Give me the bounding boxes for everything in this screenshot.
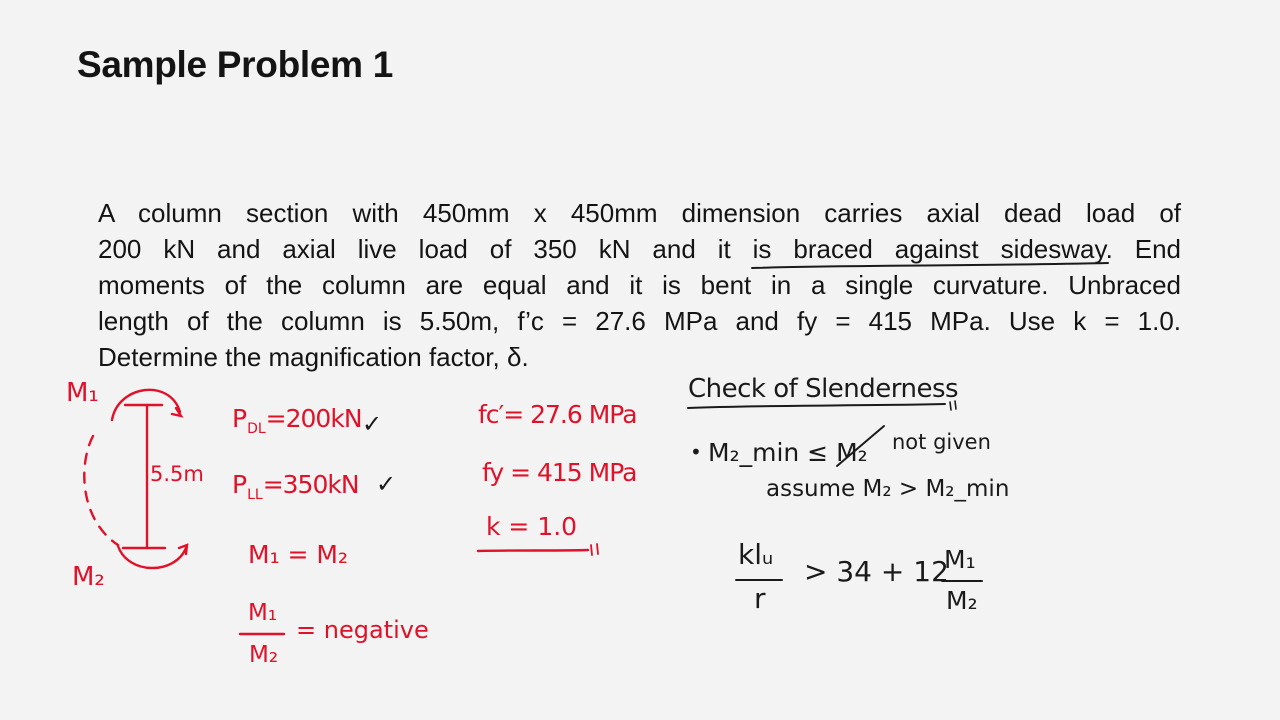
pll-value: =350kN [262,470,359,499]
not-given-note: not given [892,430,991,454]
problem-line-3: moments of the column are equal and it is bent in a single curvature. Unbraced [98,270,1181,300]
fy-value: fy = 415 MPa [482,458,637,487]
klu-numerator: klᵤ [738,538,774,571]
r-denominator: r [754,582,766,615]
braced-underline [752,263,1108,268]
m2-label: M₂ [72,562,105,592]
pdl-equation [232,404,362,437]
pll-subscript: LL [247,487,263,503]
pll-check-mark: ✓ [376,470,397,498]
k-tick-marks [591,544,598,555]
problem-line-1: A column section with 450mm x 450mm dimension carries axial dead load of [98,198,1181,228]
m1-label: M₁ [66,378,99,408]
pdl-subscript: DL [247,421,266,437]
heading-underline [688,404,945,408]
slide-title: Sample Problem 1 [77,44,393,85]
fc-value: fc′= 27.6 MPa [478,400,637,429]
ratio-denominator: M₂ [249,642,279,668]
pll-equation [232,470,359,503]
k-value: k = 1.0 [486,512,578,541]
pll-symbol: P [232,470,248,499]
slenderness-inequality: > 34 + 12 [804,555,949,588]
m2-denominator: M₂ [946,586,978,615]
deflected-shape [84,436,118,545]
length-label: 5.5m [150,462,204,486]
pdl-value: =200kN [265,404,362,433]
m1-numerator: M₁ [944,545,976,574]
m2min-condition: M₂_min ≤ M₂ [708,438,868,467]
k-underline [478,550,588,551]
bullet: • [690,440,702,464]
bottom-moment-arc [118,546,186,568]
m1-equals-m2: M₁ = M₂ [248,540,349,569]
assume-statement: assume M₂ > M₂_min [766,476,1010,502]
pdl-check-mark: ✓ [362,410,383,438]
slenderness-heading: Check of Slenderness [688,374,959,404]
problem-line-4: length of the column is 5.50m, f’c = 27.6 MPa and fy = 415 MPa. Use k = 1.0. [98,306,1181,336]
pdl-symbol: P [232,404,248,433]
ratio-value: = negative [296,616,429,644]
problem-line-5: Determine the magnification factor, δ. [98,342,529,372]
problem-line-2: 200 kN and axial live load of 350 kN and it is braced against sidesway. End [98,234,1181,264]
ratio-numerator: M₁ [248,600,278,626]
